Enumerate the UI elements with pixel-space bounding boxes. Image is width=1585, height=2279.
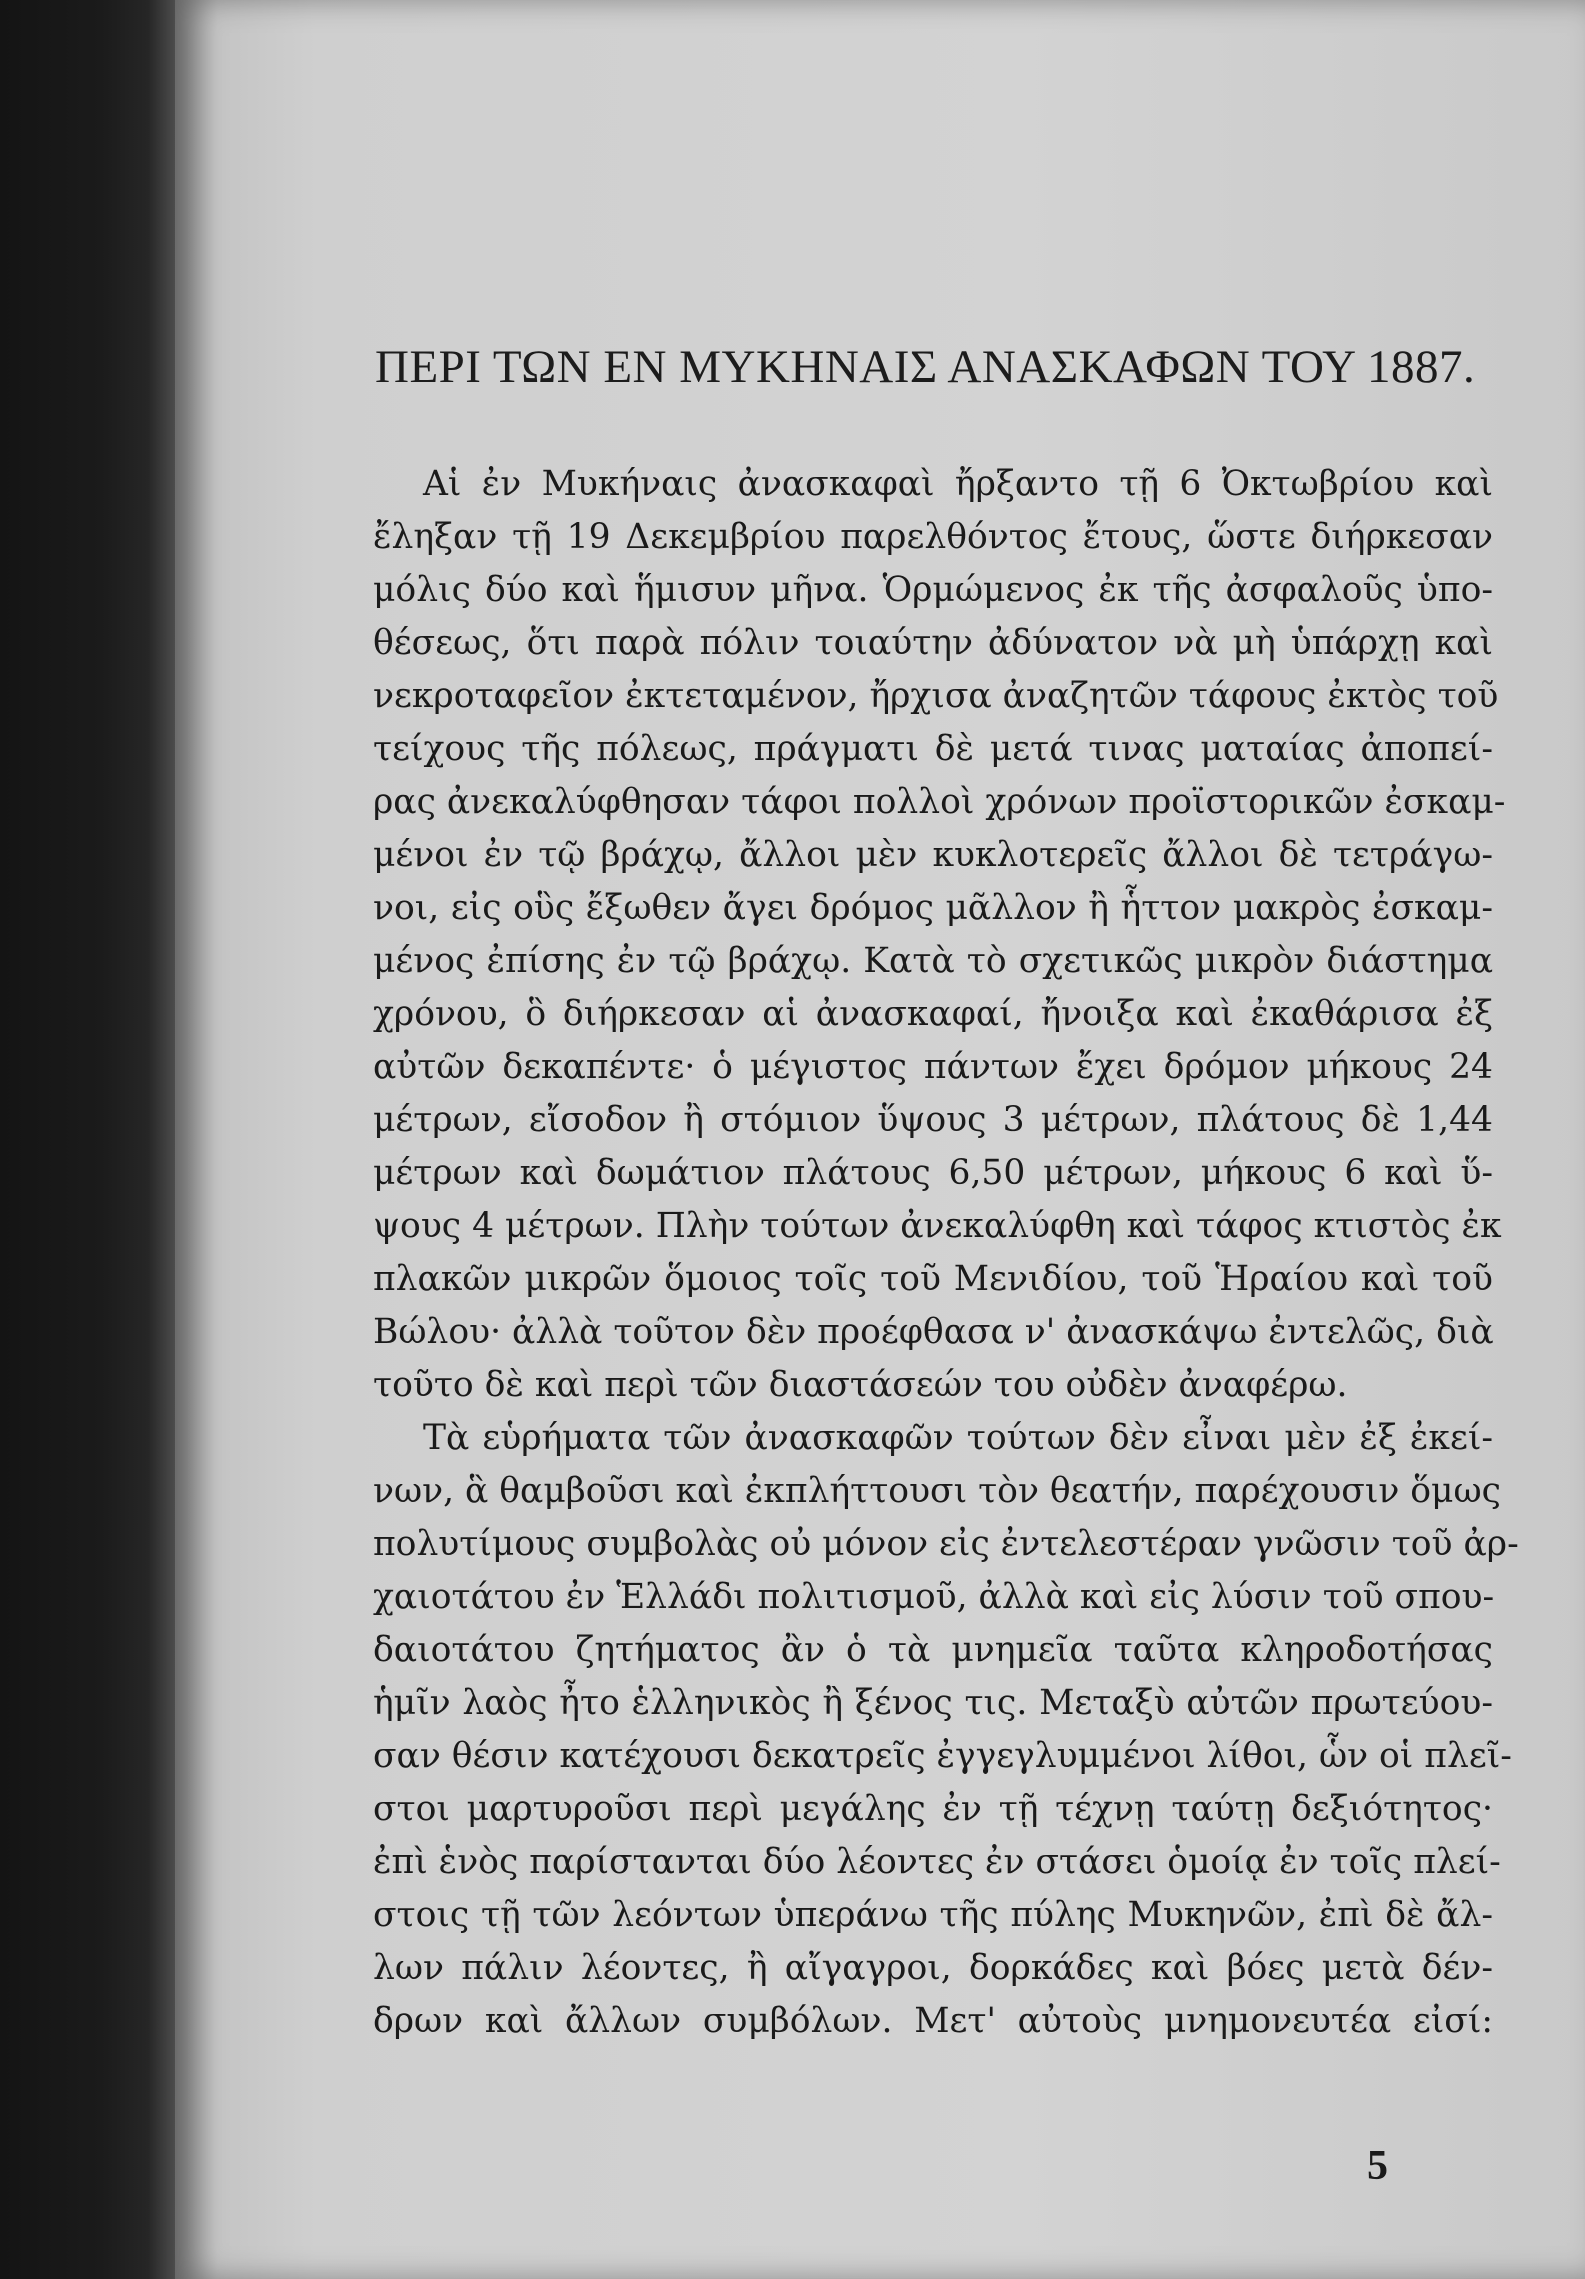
- page-title: ΠΕΡΙ ΤΩΝ ΕΝ ΜΥΚΗΝΑΙΣ ΑΝΑΣΚΑΦΩΝ ΤΟΥ 1887.: [375, 341, 1476, 393]
- text-line: μένοι ἐν τῷ βράχῳ, ἄλλοι μὲν κυκλοτερεῖς ἄλλοι δὲ τετράγω-: [373, 835, 1493, 875]
- text-line: Βώλου· ἀλλὰ τοῦτον δὲν προέφθασα ν' ἀνασκάψω ἐντελῶς, διὰ: [373, 1312, 1494, 1352]
- text-line: νων, ἃ θαμβοῦσι καὶ ἐκπλήττουσι τὸν θεατήν, παρέχουσιν ὅμως: [373, 1471, 1501, 1511]
- text-line: θέσεως, ὅτι παρὰ πόλιν τοιαύτην ἀδύνατον νὰ μὴ ὑπάρχῃ καὶ: [373, 623, 1493, 663]
- text-line: νοι, εἰς οὓς ἔξωθεν ἄγει δρόμος μᾶλλον ἢ ἧττον μακρὸς ἐσκαμ-: [373, 888, 1493, 928]
- body-text: [373, 458, 1519, 2048]
- text-line: μένος ἐπίσης ἐν τῷ βράχῳ. Κατὰ τὸ σχετικῶς μικρὸν διάστημα: [373, 941, 1493, 981]
- text-line: αὐτῶν δεκαπέντε· ὁ μέγιστος πάντων ἔχει δρόμον μήκους 24: [373, 1047, 1493, 1087]
- text-line: Τὰ εὑρήματα τῶν ἀνασκαφῶν τούτων δὲν εἶναι μὲν ἐξ ἐκεί-: [423, 1418, 1493, 1458]
- text-line: μόλις δύο καὶ ἥμισυν μῆνα. Ὁρμώμενος ἐκ τῆς ἀσφαλοῦς ὑπο-: [373, 570, 1493, 610]
- text-line: ἐπὶ ἑνὸς παρίστανται δύο λέοντες ἐν στάσει ὁμοίᾳ ἐν τοῖς πλεί-: [373, 1842, 1501, 1882]
- text-line: μέτρων, εἴσοδον ἢ στόμιον ὕψους 3 μέτρων, πλάτους δὲ 1,44: [373, 1100, 1493, 1140]
- book-page: [175, 0, 1585, 2279]
- text-line: τοῦτο δὲ καὶ περὶ τῶν διαστάσεών του οὐδὲν ἀναφέρω.: [373, 1365, 1348, 1405]
- text-line: Αἱ ἐν Μυκήναις ἀνασκαφαὶ ἤρξαντο τῇ 6 Ὀκτωβρίου καὶ: [423, 464, 1493, 504]
- text-line: χρόνου, ὃ διήρκεσαν αἱ ἀνασκαφαί, ἤνοιξα καὶ ἐκαθάρισα ἐξ: [373, 994, 1493, 1034]
- text-line: μέτρων καὶ δωμάτιον πλάτους 6,50 μέτρων, μήκους 6 καὶ ὕ-: [373, 1153, 1493, 1193]
- text-line: ἔληξαν τῇ 19 Δεκεμβρίου παρελθόντος ἔτους, ὥστε διήρκεσαν: [373, 517, 1493, 557]
- text-line: νεκροταφεῖον ἐκτεταμένον, ἤρχισα ἀναζητῶν τάφους ἐκτὸς τοῦ: [373, 676, 1499, 716]
- book-gutter: [0, 0, 185, 2279]
- text-line: λων πάλιν λέοντες, ἢ αἴγαγροι, δορκάδες καὶ βόες μετὰ δέν-: [373, 1948, 1493, 1988]
- text-line: ρας ἀνεκαλύφθησαν τάφοι πολλοὶ χρόνων προϊστορικῶν ἐσκαμ-: [373, 782, 1506, 822]
- page-number: 5: [1367, 2143, 1388, 2189]
- text-line: στοις τῇ τῶν λεόντων ὑπεράνω τῆς πύλης Μυκηνῶν, ἐπὶ δὲ ἄλ-: [373, 1895, 1493, 1935]
- text-line: δαιοτάτου ζητήματος ἂν ὁ τὰ μνημεῖα ταῦτα κληροδοτήσας: [373, 1630, 1493, 1670]
- text-line: πολυτίμους συμβολὰς οὐ μόνον εἰς ἐντελεστέραν γνῶσιν τοῦ ἀρ-: [373, 1524, 1519, 1564]
- text-line: τείχους τῆς πόλεως, πράγματι δὲ μετά τινας ματαίας ἀποπεί-: [373, 729, 1493, 769]
- text-line: ἡμῖν λαὸς ἦτο ἑλληνικὸς ἢ ξένος τις. Μεταξὺ αὐτῶν πρωτεύου-: [373, 1683, 1493, 1723]
- text-line: ψους 4 μέτρων. Πλὴν τούτων ἀνεκαλύφθη καὶ τάφος κτιστὸς ἐκ: [373, 1206, 1502, 1246]
- text-line: δρων καὶ ἄλλων συμβόλων. Μετ' αὐτοὺς μνημονευτέα εἰσί:: [373, 2001, 1493, 2041]
- text-line: χαιοτάτου ἐν Ἑλλάδι πολιτισμοῦ, ἀλλὰ καὶ εἰς λύσιν τοῦ σπου-: [373, 1577, 1495, 1617]
- text-line: πλακῶν μικρῶν ὅμοιος τοῖς τοῦ Μενιδίου, τοῦ Ἡραίου καὶ τοῦ: [373, 1259, 1493, 1299]
- text-line: σαν θέσιν κατέχουσι δεκατρεῖς ἐγγεγλυμμένοι λίθοι, ὧν οἱ πλεῖ-: [373, 1736, 1512, 1776]
- text-line: στοι μαρτυροῦσι περὶ μεγάλης ἐν τῇ τέχνῃ ταύτῃ δεξιότητος·: [373, 1789, 1493, 1829]
